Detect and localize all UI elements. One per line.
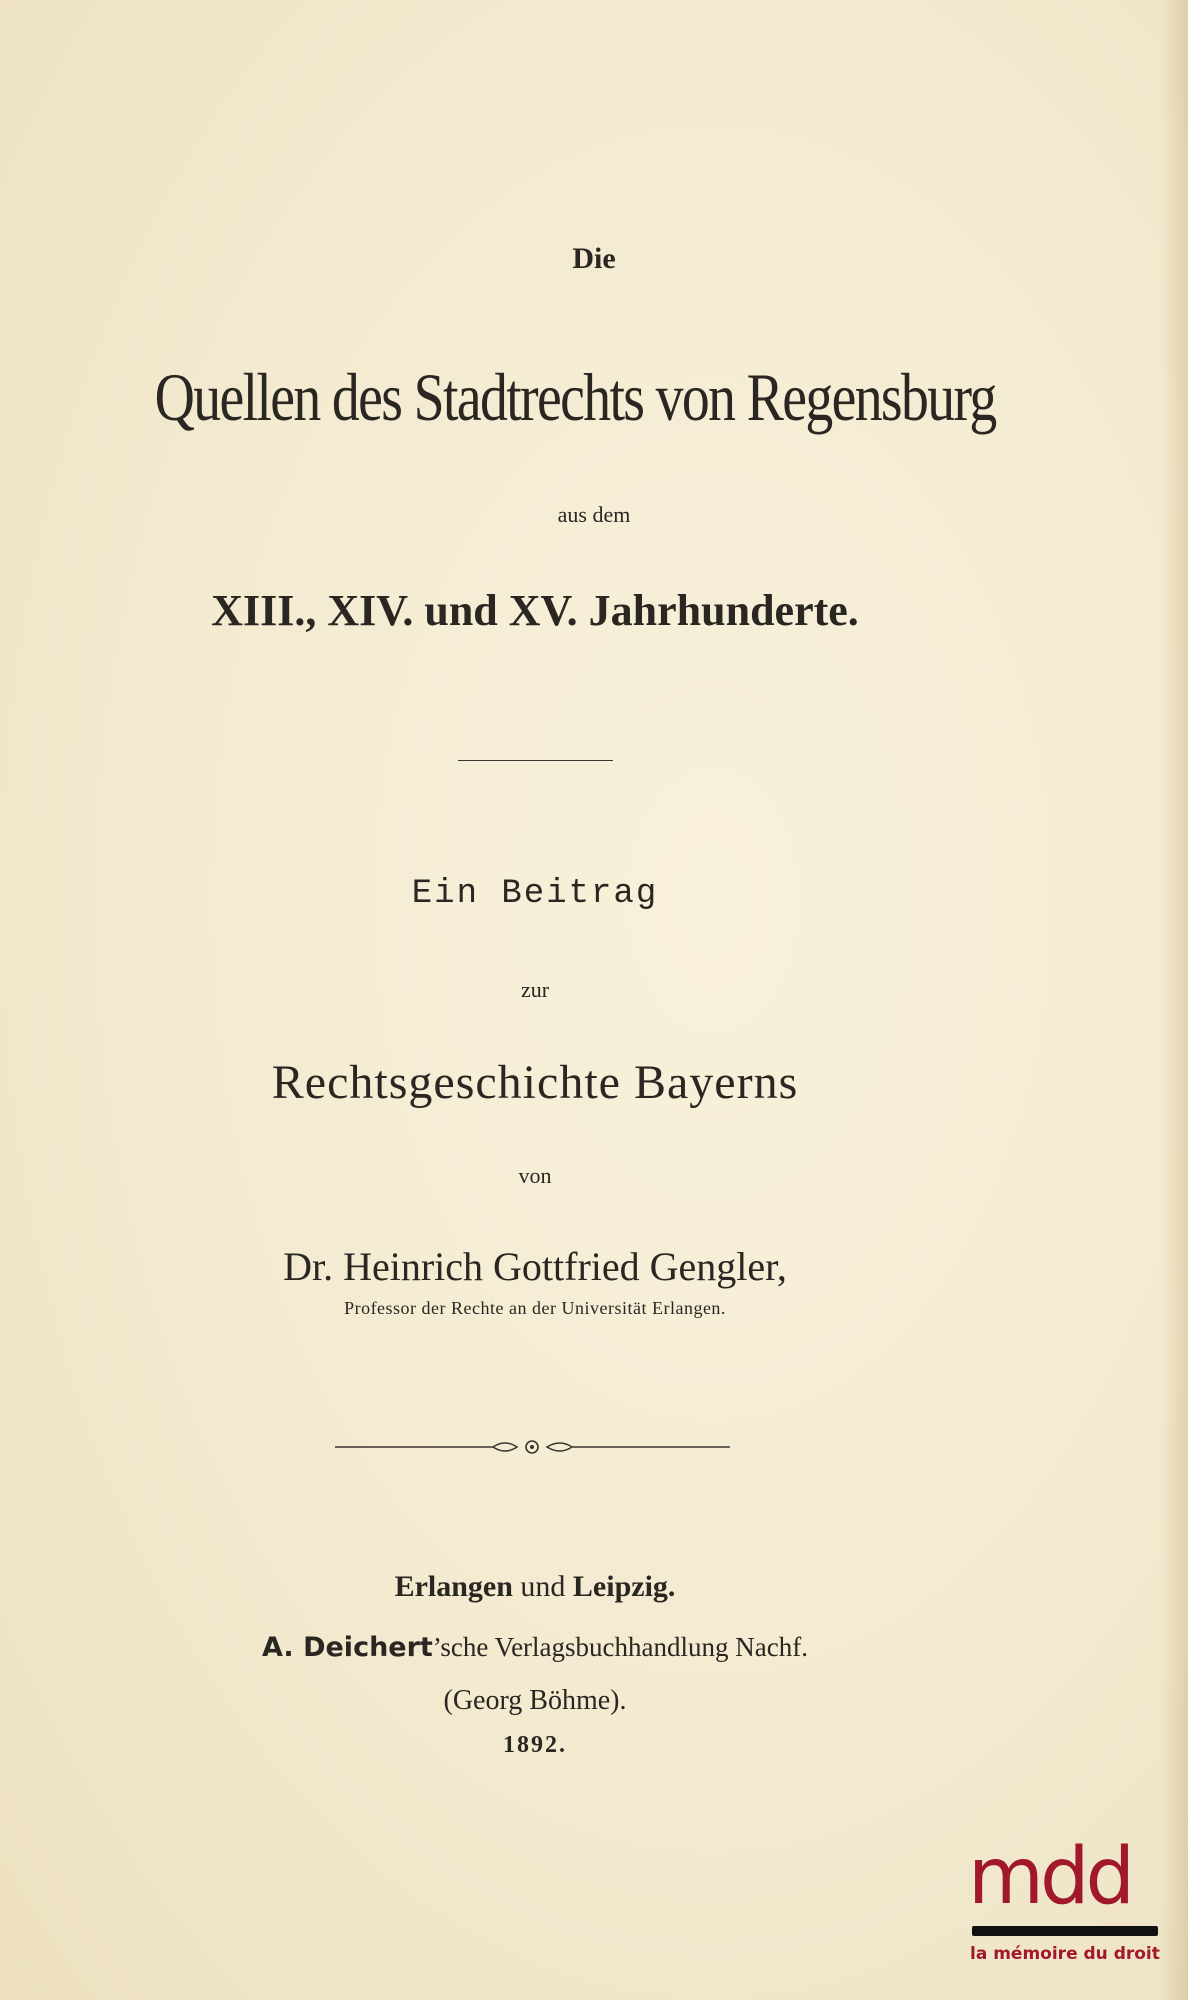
- author-position: Professor der Rechte an der Universität Erlangen.: [344, 1298, 726, 1318]
- imprint-publisher-owner: (Georg Böhme).: [443, 1685, 627, 1716]
- author-name: Dr. Heinrich Gottfried Gengler,: [283, 1244, 787, 1289]
- title-connector: aus dem: [557, 502, 631, 527]
- imprint-city-a: Erlangen: [394, 1570, 513, 1603]
- imprint-publisher-name: A. Deichert: [262, 1632, 433, 1663]
- title-centuries: XIII., XIV. und XV. Jahrhunderte.: [211, 586, 859, 635]
- subtitle-subject: Rechtsgeschichte Bayerns: [271, 1056, 799, 1109]
- imprint-publisher: [0, 1632, 1070, 1663]
- title-article: Die: [572, 242, 616, 275]
- imprint-publisher-rest: ’sche Verlagsbuchhandlung Nachf.: [432, 1632, 808, 1662]
- page-edge-shadow: [1160, 0, 1188, 2000]
- logo-tagline: la mémoire du droit: [970, 1944, 1160, 1964]
- imprint-city-b: Leipzig.: [572, 1570, 676, 1603]
- mdd-logo: [968, 1832, 1168, 1988]
- main-title: Quellen des Stadtrechts von Regensburg: [154, 359, 996, 435]
- imprint-city: [0, 1570, 1070, 1604]
- divider-rule: [458, 760, 613, 761]
- logo-bar: [972, 1926, 1158, 1936]
- ornament-divider: [335, 1436, 730, 1458]
- author-connector: von: [518, 1163, 552, 1188]
- subtitle-connector: zur: [520, 977, 550, 1002]
- logo-letters: mdd: [968, 1832, 1132, 1922]
- imprint-city-und: und: [520, 1570, 566, 1603]
- subtitle-beitrag: Ein Beitrag: [411, 875, 659, 913]
- imprint-year: 1892.: [503, 1732, 567, 1758]
